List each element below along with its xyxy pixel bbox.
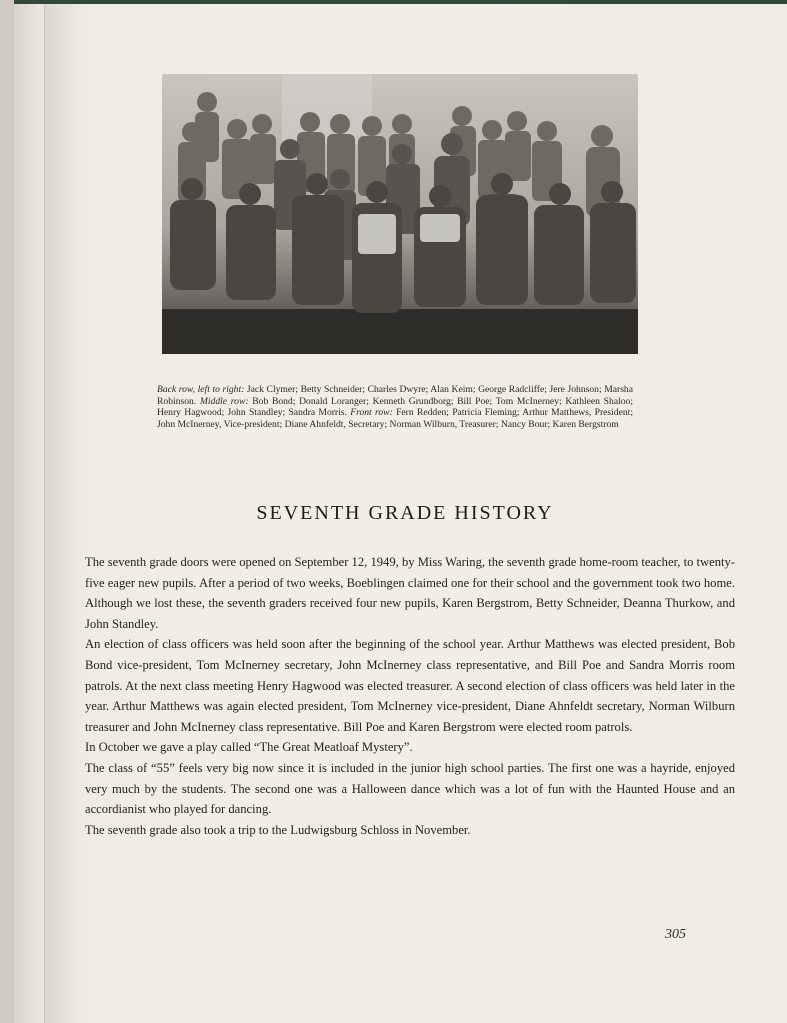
class-photo-graphic [162,74,638,354]
paragraph: An election of class officers was held soon after the beginning of the school year. Arthur Matthews was elected president, Bob Bond vice-president, Tom McInerney secretary, John McInerney class representative, and Bill Poe and Sandra Morris room patrols. At the next class meeting Henry Hagwood was elected treasurer. A second election of class officers was held later in the year. Arthur Matthews was again elected president, Tom McInerney vice-president, Diane Ahnfeldt secretary, Norman Wilburn treasurer and John McInerney class representative. Bill Poe and Karen Bergstrom were elected room patrols. [85,637,735,734]
paragraph: The class of “55” feels very big now since it is included in the junior high school parties. The first one was a hayride, enjoyed very much by the students. The second one was a Halloween dance which was a lot of fun with the Haunted House and an accordianist who played for dancing. [85,760,735,817]
book-page [44,4,787,1023]
background-edge [0,0,14,1023]
page-number: 305 [665,927,686,942]
caption-front-row-names: Fern Redden; Patricia Fleming; Arthur Matthews, President; John McInerney, Vice-president; Diane Ahnfeldt, Secretary; Norman Wilburn, Treasurer; Nancy Bour; Karen Bergstrom [157,407,633,430]
caption-back-row-names: Jack Clymer; Betty Schneider; Charles Dwyre; Alan Keim; George Radcliffe; Jere Johnson; Marsha Robinson. [157,384,633,407]
photo-caption [157,384,633,430]
page-title: SEVENTH GRADE HISTORY [256,502,554,524]
class-photo [162,74,638,354]
paragraph: The seventh grade doors were opened on September 12, 1949, by Miss Waring, the seventh grade home-room teacher, to twenty-five eager new pupils. After a period of two weeks, Boeblingen claimed one for their school and the government took two home. Although we lost these, the seventh graders received four new pupils, Karen Bergstrom, Betty Schneider, Deanna Thurkow, and John Standley. [85,555,735,631]
paragraph: The seventh grade also took a trip to the Ludwigsburg Schloss in November. [85,822,471,837]
caption-middle-row-names: Bob Bond; Donald Loranger; Kenneth Grundborg; Bill Poe; Tom McInerney; Kathleen Shaloo; Henry Hagwood; John Standley; Sandra Morris. [157,395,633,418]
caption-front-row-label: Front row: [350,407,393,418]
paragraph: In October we gave a play called “The Great Meatloaf Mystery”. [85,740,413,755]
history-text [85,552,735,840]
caption-back-row-label: Back row, left to right: [157,384,245,395]
caption-middle-row-label: Middle row: [199,395,249,407]
